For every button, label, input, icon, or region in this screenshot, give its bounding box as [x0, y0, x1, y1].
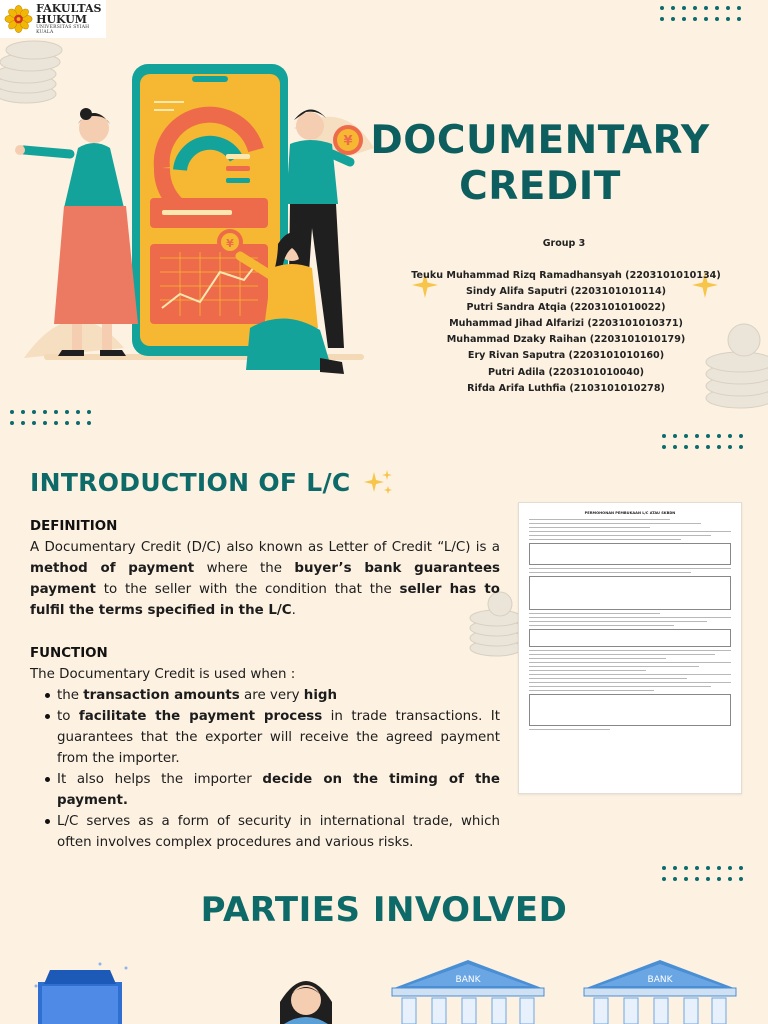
function-lead: The Documentary Credit is used when : [30, 667, 296, 682]
function-bullet: to facilitate the payment process in trade transactions. It guarantees that the exporter will receive the agreed payment from the importer. [30, 706, 500, 769]
intro-heading-text: INTRODUCTION OF L/C [30, 468, 351, 497]
title-line-1: DOCUMENTARY [370, 118, 710, 163]
faculty-logo [0, 0, 106, 38]
intro-heading [30, 468, 394, 497]
hero-illustration [14, 58, 386, 388]
title-line-2: CREDIT [459, 164, 621, 209]
member-item: Teuku Muhammad Rizq Ramadhansyah (2203101010134) [411, 270, 721, 281]
group-label: Group 3 [542, 238, 586, 249]
dot-grid-decoration [662, 866, 743, 881]
logo-line-1: FAKULTAS [36, 2, 102, 15]
member-item: Putri Sandra Atqia (2203101010022) [466, 302, 666, 314]
logo-line-2: HUKUM [36, 13, 87, 26]
dot-grid-decoration [10, 410, 91, 425]
yen-coin-icon: ¥ [226, 237, 234, 250]
function-section [30, 643, 500, 853]
member-item: Ery Rivan Saputra (2203101010160) [467, 350, 665, 362]
definition-emphasis: buyer’s bank guarantees payment [30, 561, 501, 597]
definition-text: to the seller with the condition that the [95, 582, 400, 597]
member-item: Rifda Arifa Luthfia (2103101010278) [467, 382, 665, 394]
yen-coin-icon: ¥ [343, 134, 353, 149]
dot-grid-decoration [660, 6, 741, 21]
bank-label: BANK [455, 975, 481, 985]
woman-left-illustration [15, 108, 138, 356]
member-item: Muhammad Jihad Alfarizi (2203101010371) [449, 318, 683, 330]
definition-emphasis: method of payment [30, 561, 195, 576]
person-icon [266, 966, 346, 1024]
lc-application-form-image [518, 502, 742, 794]
sparkles-icon [362, 468, 394, 496]
definition-emphasis: seller has to fulfil the terms specified in the L/C [30, 582, 500, 618]
document-title [360, 118, 720, 210]
bank-building-icon [388, 956, 548, 1024]
form-title: PERMOHONAN PEMBUKAAN L/C ATAU SKBDN [584, 511, 676, 515]
definition-text: where the [194, 561, 295, 576]
wallet-icon [30, 960, 130, 1024]
function-bullet: L/C serves as a form of security in international trade, which often involves complex procedures and various risks. [30, 811, 500, 853]
definition-heading: DEFINITION [30, 519, 118, 534]
parties-heading: PARTIES INVOLVED [200, 890, 568, 930]
definition-text: . [291, 603, 296, 618]
bank-label: BANK [647, 975, 673, 985]
definition-section [30, 516, 500, 621]
definition-paragraph [30, 537, 500, 621]
phone-illustration [132, 64, 288, 356]
university-crest-icon [4, 4, 33, 34]
logo-line-3: UNIVERSITAS SYIAH KUALA [36, 25, 90, 35]
member-item: Putri Adila (2203101010040) [487, 366, 645, 378]
member-item: Sindy Alifa Saputri (2203101010114) [465, 286, 667, 298]
function-bullet: the transaction amounts are very high [30, 685, 500, 706]
bank-building-icon [580, 956, 740, 1024]
member-list [396, 268, 736, 397]
definition-text: A Documentary Credit (D/C) also known as Letter of Credit “L/C) is a [30, 540, 500, 555]
member-item: Muhammad Dzaky Raihan (2203101010179) [446, 334, 686, 346]
dot-grid-decoration [662, 434, 743, 449]
function-heading: FUNCTION [30, 646, 108, 661]
function-bullet: It also helps the importer decide on the timing of the payment. [30, 769, 500, 811]
